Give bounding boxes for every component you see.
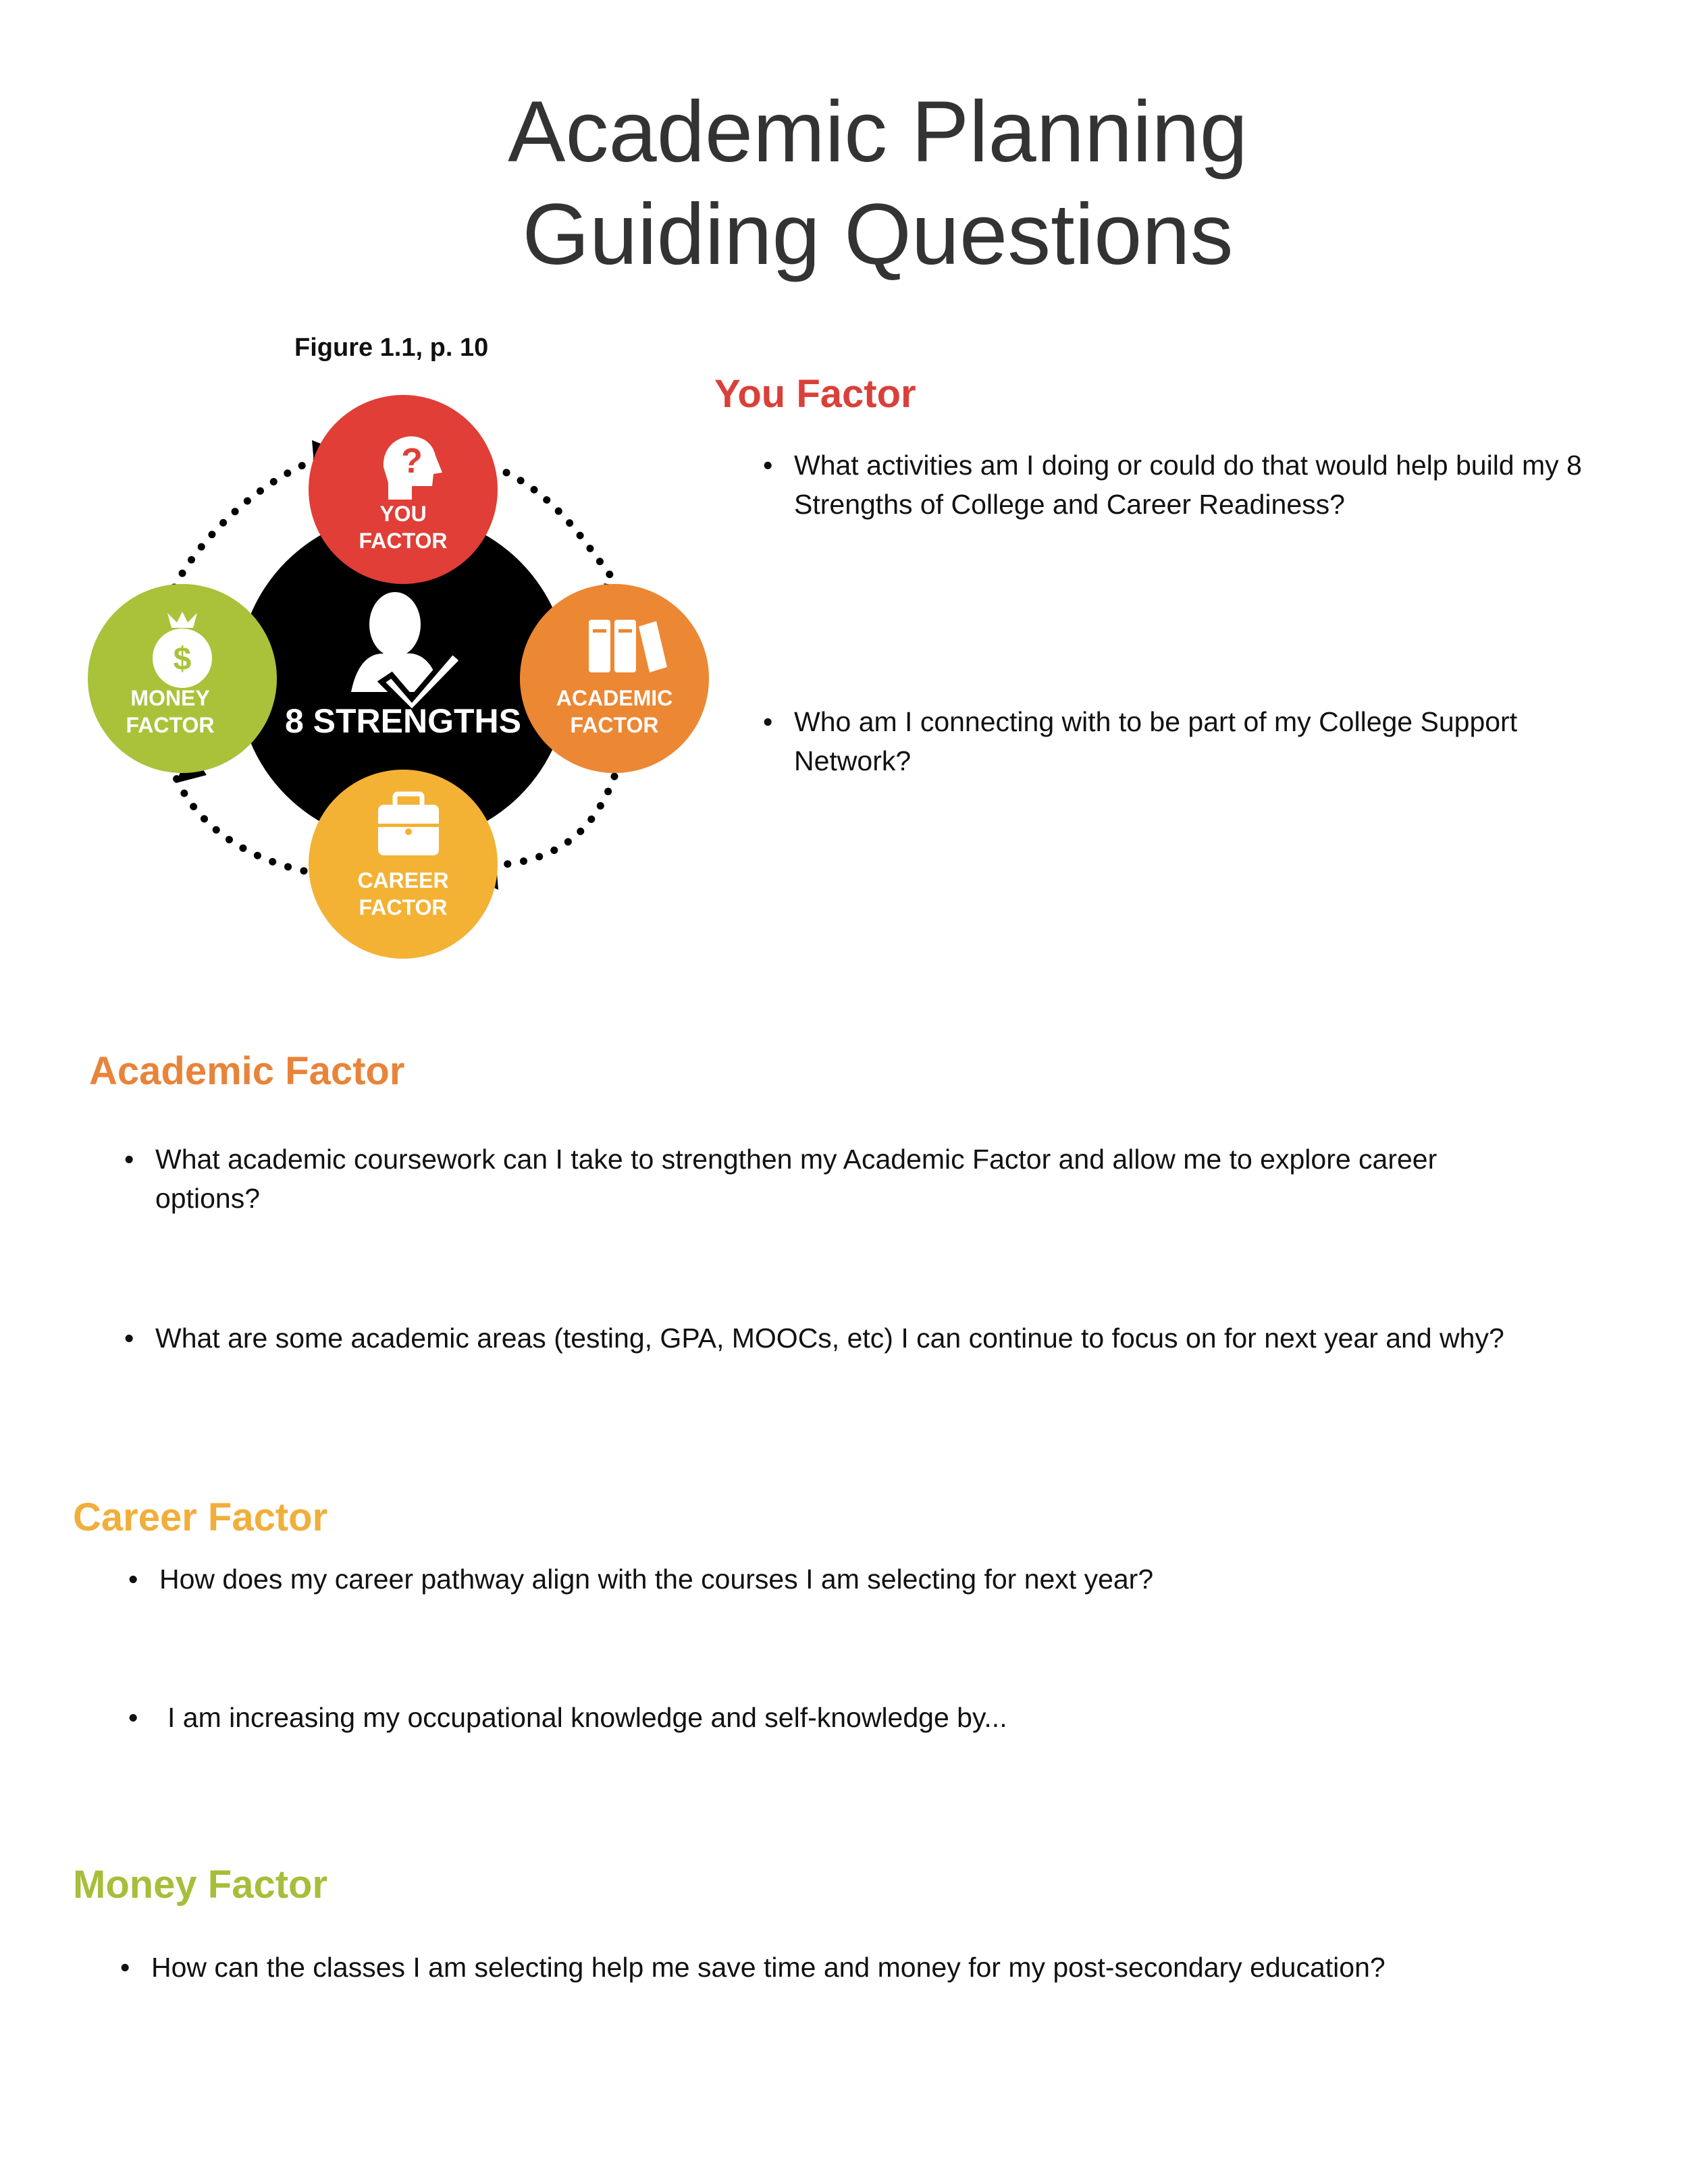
bullet-icon: • <box>763 706 773 737</box>
eight-strengths-diagram <box>74 392 722 965</box>
figure-caption: Figure 1.1, p. 10 <box>294 334 489 362</box>
career-factor-question-2 <box>128 1698 1653 1737</box>
bullet-icon: • <box>128 1564 138 1595</box>
career-factor-heading: Career Factor <box>73 1495 328 1539</box>
bullet-icon: • <box>124 1144 134 1175</box>
you-factor-label-2: FACTOR <box>359 529 448 553</box>
svg-text:$: $ <box>173 641 192 677</box>
books-icon <box>589 620 667 672</box>
academic-q1-line1: What academic coursework can I take to strengthen my Academic Factor and allow me to explore career <box>155 1144 1438 1175</box>
page-title <box>0 81 1688 286</box>
career-factor-question-1 <box>128 1560 1645 1599</box>
academic-q2: What are some academic areas (testing, GPA, MOOCs, etc) I can continue to focus on for next year and why? <box>155 1323 1504 1354</box>
money-q1: How can the classes I am selecting help me save time and money for my post-secondary education? <box>151 1952 1386 1983</box>
academic-factor-question-1 <box>124 1140 1641 1218</box>
you-q2-line1: Who am I connecting with to be part of my College Support <box>794 706 1518 737</box>
you-q1-line1: What activities am I doing or could do that would help build my 8 <box>794 450 1582 481</box>
academic-factor-question-2 <box>124 1319 1668 1358</box>
svg-text:?: ? <box>401 442 423 481</box>
money-factor-label-2: FACTOR <box>126 713 215 737</box>
academic-factor-circle <box>520 584 709 773</box>
career-factor-label-2: FACTOR <box>359 895 448 920</box>
career-q1: How does my career pathway align with the courses I am selecting for next year? <box>159 1564 1154 1595</box>
you-factor-label-1: YOU <box>379 502 427 526</box>
career-factor-circle <box>309 770 498 959</box>
academic-factor-heading: Academic Factor <box>89 1049 405 1093</box>
money-factor-question-1 <box>120 1948 1650 1987</box>
you-q2-line2: Network? <box>794 745 912 776</box>
you-q1-line2: Strengths of College and Career Readiness? <box>794 489 1345 520</box>
bullet-icon: • <box>120 1952 130 1983</box>
academic-q1-line2: options? <box>155 1183 261 1214</box>
academic-factor-label-1: ACADEMIC <box>556 686 673 710</box>
academic-factor-label-2: FACTOR <box>570 713 659 737</box>
career-factor-label-1: CAREER <box>357 868 449 893</box>
strengths-label: 8 STRENGTHS <box>284 702 522 740</box>
bullet-icon: • <box>128 1702 138 1733</box>
you-factor-heading: You Factor <box>714 372 916 416</box>
title-line-1: Academic Planning <box>508 84 1248 180</box>
you-factor-question-1 <box>763 446 1631 524</box>
you-factor-question-2 <box>763 702 1631 780</box>
career-q2: I am increasing my occupational knowledge and self-knowledge by... <box>167 1702 1007 1733</box>
money-factor-heading: Money Factor <box>73 1863 328 1907</box>
title-line-2: Guiding Questions <box>522 186 1234 283</box>
bullet-icon: • <box>763 450 773 481</box>
money-factor-label-1: MONEY <box>130 686 210 710</box>
bullet-icon: • <box>124 1323 134 1354</box>
